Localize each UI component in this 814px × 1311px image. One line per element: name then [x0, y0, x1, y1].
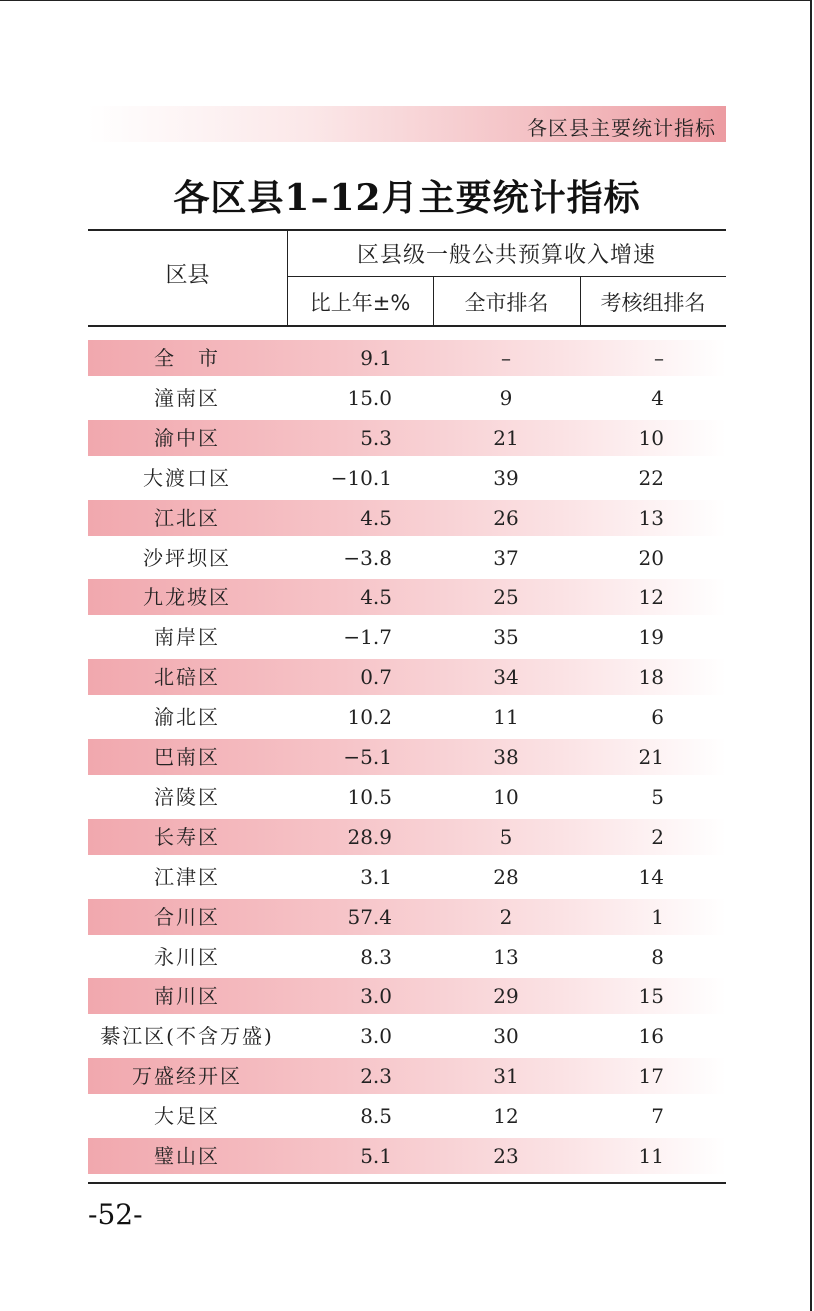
table-row: [88, 739, 726, 775]
table-row: [88, 500, 726, 536]
group-rank-cell: 10: [638, 426, 664, 450]
table-row: [88, 939, 726, 975]
city-rank-cell: 31: [493, 1064, 519, 1088]
city-rank-cell: 2: [499, 905, 513, 929]
table-row: [88, 340, 726, 376]
district-cell: 全 市: [154, 346, 220, 370]
district-cell: 长寿区: [154, 825, 220, 849]
table-top-rule: [88, 229, 726, 231]
city-rank-cell: 11: [493, 705, 519, 729]
growth-cell: 5.1: [360, 1144, 392, 1168]
growth-cell: 2.3: [360, 1064, 392, 1088]
growth-cell: 3.0: [360, 1024, 392, 1048]
district-cell: 潼南区: [154, 386, 220, 410]
district-cell: 綦江区(不含万盛): [100, 1024, 274, 1048]
table-row: [88, 899, 726, 935]
group-rank-cell: –: [654, 346, 664, 370]
table-row: [88, 1058, 726, 1094]
header-growth: 比上年±%: [309, 291, 411, 315]
growth-cell: 3.1: [360, 865, 392, 889]
group-rank-cell: 22: [638, 466, 664, 490]
table-row: [88, 859, 726, 895]
growth-cell: 3.0: [360, 984, 392, 1008]
city-rank-cell: 28: [493, 865, 519, 889]
city-rank-cell: 23: [493, 1144, 519, 1168]
header-mid-rule: [287, 276, 726, 277]
table-row: [88, 819, 726, 855]
table-row: [88, 460, 726, 496]
district-cell: 江津区: [154, 865, 220, 889]
city-rank-cell: 26: [493, 506, 519, 530]
city-rank-cell: 10: [493, 785, 519, 809]
growth-cell: 0.7: [360, 665, 392, 689]
page-title: 各区县1–12月主要统计指标: [173, 177, 641, 219]
table-row: [88, 699, 726, 735]
city-rank-cell: –: [501, 346, 511, 370]
city-rank-cell: 30: [493, 1024, 519, 1048]
growth-cell: 5.3: [360, 426, 392, 450]
table-row: [88, 779, 726, 815]
table-row: [88, 540, 726, 576]
page-right-border: [810, 0, 812, 1311]
city-rank-cell: 12: [493, 1104, 519, 1128]
group-rank-cell: 4: [651, 386, 664, 410]
district-cell: 沙坪坝区: [143, 546, 231, 570]
district-cell: 涪陵区: [154, 785, 220, 809]
group-rank-cell: 15: [638, 984, 664, 1008]
header-group-label: 区县级一般公共预算收入增速: [356, 243, 656, 268]
section-banner: [88, 106, 726, 142]
growth-cell: −10.1: [330, 466, 392, 490]
growth-cell: −3.8: [343, 546, 392, 570]
group-rank-cell: 8: [651, 945, 664, 969]
table-row: [88, 420, 726, 456]
growth-cell: 28.9: [347, 825, 392, 849]
group-rank-cell: 2: [651, 825, 664, 849]
district-cell: 巴南区: [154, 745, 220, 769]
header-district: 区县: [165, 263, 210, 288]
group-rank-cell: 21: [638, 745, 664, 769]
table-row: [88, 659, 726, 695]
district-cell: 永川区: [154, 945, 220, 969]
group-rank-cell: 16: [638, 1024, 664, 1048]
growth-cell: −1.7: [343, 625, 392, 649]
growth-cell: 8.3: [360, 945, 392, 969]
city-rank-cell: 13: [493, 945, 519, 969]
growth-cell: 15.0: [347, 386, 392, 410]
growth-cell: 10.2: [347, 705, 392, 729]
growth-cell: 57.4: [347, 905, 392, 929]
growth-cell: −5.1: [343, 745, 392, 769]
group-rank-cell: 13: [638, 506, 664, 530]
district-cell: 九龙坡区: [143, 585, 231, 609]
district-cell: 南川区: [154, 984, 220, 1008]
group-rank-cell: 11: [638, 1144, 664, 1168]
page-number: -52-: [88, 1198, 143, 1231]
growth-cell: 10.5: [347, 785, 392, 809]
table-row: [88, 1098, 726, 1134]
table-row: [88, 380, 726, 416]
group-rank-cell: 20: [638, 546, 664, 570]
group-rank-cell: 7: [651, 1104, 664, 1128]
city-rank-cell: 5: [499, 825, 513, 849]
district-cell: 北碚区: [154, 665, 220, 689]
group-rank-cell: 19: [638, 625, 664, 649]
district-cell: 璧山区: [154, 1144, 220, 1168]
section-banner-label: 各区县主要统计指标: [527, 116, 716, 140]
city-rank-cell: 9: [499, 386, 513, 410]
growth-cell: 4.5: [360, 585, 392, 609]
group-rank-cell: 6: [651, 705, 664, 729]
page-top-border: [0, 0, 811, 1]
table-row: [88, 978, 726, 1014]
city-rank-cell: 37: [493, 546, 519, 570]
district-cell: 渝中区: [154, 426, 220, 450]
table-row: [88, 619, 726, 655]
city-rank-cell: 38: [493, 745, 519, 769]
growth-cell: 8.5: [360, 1104, 392, 1128]
group-rank-cell: 5: [651, 785, 664, 809]
header-city-rank: 全市排名: [464, 291, 549, 315]
growth-cell: 4.5: [360, 506, 392, 530]
table-row: [88, 1018, 726, 1054]
district-cell: 合川区: [154, 905, 220, 929]
district-cell: 大渡口区: [143, 466, 231, 490]
header-group-rank: 考核组排名: [600, 291, 706, 315]
table-row: [88, 1138, 726, 1174]
header-bottom-rule: [88, 325, 726, 327]
table-row: [88, 579, 726, 615]
city-rank-cell: 39: [493, 466, 519, 490]
table-bottom-rule: [88, 1182, 726, 1184]
growth-cell: 9.1: [360, 346, 392, 370]
group-rank-cell: 1: [651, 905, 664, 929]
city-rank-cell: 25: [493, 585, 519, 609]
district-cell: 江北区: [154, 506, 220, 530]
city-rank-cell: 21: [493, 426, 519, 450]
group-rank-cell: 14: [638, 865, 664, 889]
district-cell: 万盛经开区: [132, 1064, 242, 1088]
group-rank-cell: 17: [638, 1064, 664, 1088]
city-rank-cell: 29: [493, 984, 519, 1008]
group-rank-cell: 18: [638, 665, 664, 689]
district-cell: 大足区: [154, 1104, 220, 1128]
group-rank-cell: 12: [638, 585, 664, 609]
city-rank-cell: 34: [493, 665, 519, 689]
city-rank-cell: 35: [493, 625, 519, 649]
district-cell: 渝北区: [154, 705, 220, 729]
district-cell: 南岸区: [154, 625, 220, 649]
